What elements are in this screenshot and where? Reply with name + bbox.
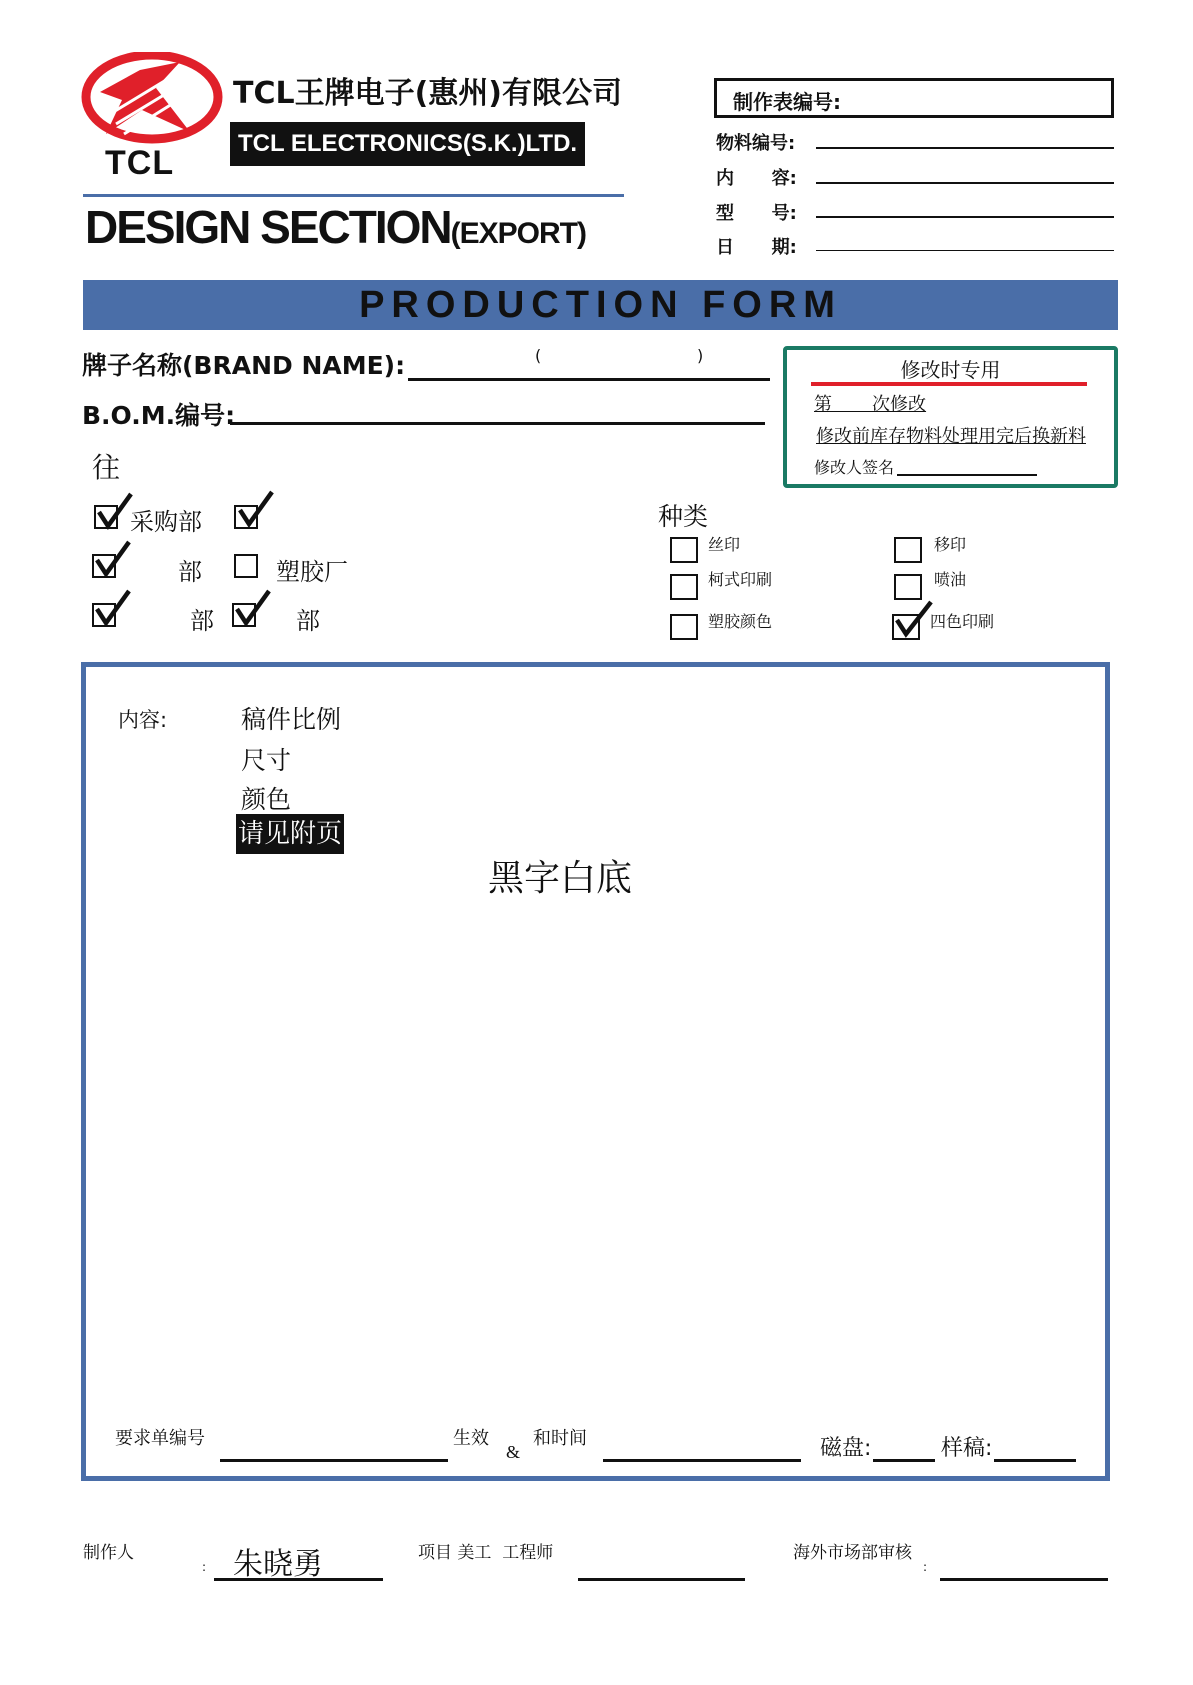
content-meta-label: 内 容:	[716, 168, 797, 189]
checkbox-offset-print[interactable]	[670, 574, 698, 600]
company-name-cn: TCL王牌电子(惠州)有限公司	[233, 76, 623, 111]
spray-label: 喷油	[934, 570, 967, 589]
checkbox-pad-print[interactable]	[894, 537, 922, 563]
production-form-banner	[83, 280, 1118, 330]
overseas-review-label: 海外市场部审核	[793, 1543, 912, 1563]
effective-label: 生效	[453, 1428, 489, 1449]
bom-label: B.O.M.编号:	[82, 401, 236, 430]
request-number-label: 要求单编号	[115, 1428, 205, 1449]
date-time-line[interactable]	[603, 1459, 801, 1462]
row3-b-label: 部	[296, 607, 320, 635]
disk-label: 磁盘:	[820, 1436, 872, 1461]
sample-line[interactable]	[994, 1459, 1076, 1462]
request-number-line[interactable]	[220, 1459, 448, 1462]
revision-signer-line[interactable]	[897, 474, 1037, 476]
check-mark-icon	[93, 538, 135, 580]
form-number-label: 制作表编号:	[733, 90, 841, 114]
material-number-line[interactable]	[816, 147, 1114, 149]
plastic-color-label: 塑胶颜色	[708, 612, 773, 631]
brand-name-label: 牌子名称(BRAND NAME):	[82, 351, 406, 380]
revision-note: 修改前库存物料处理用完后换新料	[816, 426, 1086, 447]
and-time-label: 和时间	[533, 1428, 587, 1449]
revision-box	[783, 346, 1118, 488]
check-mark-icon	[236, 488, 278, 530]
check-mark-icon	[93, 587, 135, 629]
row3-a-label: 部	[190, 607, 214, 635]
model-label: 型 号:	[716, 203, 797, 224]
maker-label: 制作人	[83, 1543, 134, 1563]
maker-colon: :	[202, 1560, 207, 1574]
types-title: 种类	[658, 502, 709, 531]
banner-title: PRODUCTION FORM	[359, 284, 842, 326]
content-box	[81, 662, 1110, 1481]
brand-paren-close: )	[697, 346, 704, 365]
check-mark-icon	[893, 598, 935, 640]
bom-line[interactable]	[230, 422, 765, 425]
form-number-box[interactable]	[714, 78, 1114, 118]
checkbox-spray[interactable]	[894, 574, 922, 600]
date-label: 日 期:	[716, 237, 797, 258]
header-rule	[83, 194, 624, 197]
brand-paren-open: (	[535, 346, 542, 365]
date-line[interactable]	[816, 250, 1114, 251]
maker-name: 朱晓勇	[233, 1547, 323, 1582]
row2-a-label: 部	[178, 558, 202, 586]
checkbox-plastic-color[interactable]	[670, 614, 698, 640]
revision-nth: 第 次修改	[814, 394, 927, 415]
ampersand: &	[506, 1442, 521, 1462]
content-note: 黑字白底	[488, 858, 633, 899]
offset-print-label: 柯式印刷	[708, 570, 773, 589]
plastics-factory-label: 塑胶厂	[276, 558, 348, 586]
company-name-en: TCL ELECTRONICS(S.K.)LTD.	[230, 122, 585, 166]
content-label: 内容:	[118, 708, 168, 732]
pad-print-label: 移印	[934, 535, 967, 554]
content-item-ratio: 稿件比例	[241, 705, 342, 734]
purchasing-label: 采购部	[130, 508, 202, 536]
disk-line[interactable]	[873, 1459, 935, 1462]
tcl-logo: TCL	[80, 52, 225, 182]
four-color-label: 四色印刷	[930, 612, 995, 631]
check-mark-icon	[233, 587, 275, 629]
checkbox-silk-screen[interactable]	[670, 537, 698, 563]
maker-line[interactable]	[214, 1578, 383, 1581]
see-attached-badge: 请见附页	[236, 814, 344, 854]
sample-label: 样稿:	[941, 1436, 993, 1461]
to-label: 往	[92, 451, 121, 484]
roles-line[interactable]	[578, 1578, 745, 1581]
roles-label: 项目 美工 工程师	[418, 1543, 554, 1563]
overseas-review-line[interactable]	[940, 1578, 1108, 1581]
content-item-size: 尺寸	[241, 746, 292, 775]
material-number-label: 物料编号:	[716, 133, 796, 154]
silk-screen-label: 丝印	[708, 535, 741, 554]
checkbox-plastics-factory[interactable]	[234, 554, 258, 578]
revision-title: 修改时专用	[900, 358, 1001, 382]
overseas-colon: :	[923, 1560, 928, 1574]
model-line[interactable]	[816, 216, 1114, 218]
revision-red-rule	[811, 382, 1087, 386]
revision-signer-label: 修改人签名	[814, 458, 895, 477]
section-title: DESIGN SECTION(EXPORT)	[85, 201, 586, 253]
content-meta-line[interactable]	[816, 182, 1114, 184]
content-item-color: 颜色	[241, 785, 292, 814]
brand-name-line[interactable]	[408, 378, 770, 381]
